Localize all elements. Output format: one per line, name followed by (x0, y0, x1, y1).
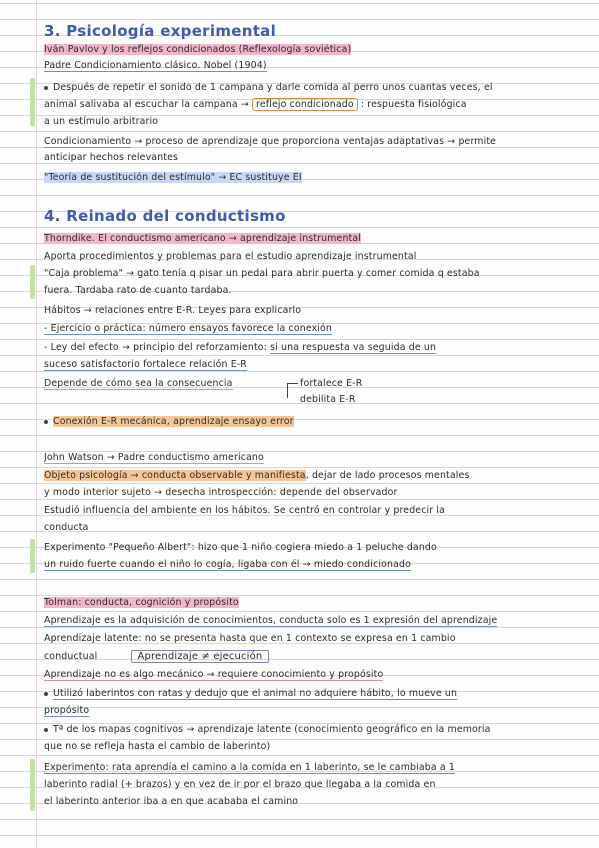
note-line: conducta (44, 522, 89, 533)
note-line: anticipar hechos relevantes (44, 152, 179, 163)
note-line: - Ley del efecto → principio del reforzamiento: si una respuesta va seguida de un (44, 342, 437, 353)
note-line: Tª de los mapas cognitivos → aprendizaje latente (conocimiento geográfico en la memoria (44, 722, 569, 738)
note-line: "Caja problema" → gato tenía q pisar un pedal para abrir puerta y comer comida q estaba (44, 268, 480, 279)
note-line: suceso satisfactorio fortalece relación E-R (44, 359, 247, 370)
green-margin-mark (30, 759, 35, 811)
note-line: fuera. Tardaba rato de cuanto tardaba. (44, 285, 232, 296)
bullet-dot (44, 692, 48, 696)
bullet-dot (44, 86, 48, 90)
note-line: Tolman: conducta, cognición y propósito (44, 597, 239, 608)
note-line: laberinto radial (+ brazos) y en vez de ir por el brazo que llegaba a la comida en (44, 779, 436, 790)
note-line: Aprendizaje latente: no se presenta hasta que en 1 contexto se expresa en 1 cambio (44, 633, 456, 644)
note-line: un ruido fuerte cuando el niño lo cogía, ligaba con él → miedo condicionado (44, 559, 411, 570)
note-line: fortalece E-R (300, 378, 363, 389)
note-line: Hábitos → relaciones entre E-R. Leyes para explicarlo (44, 305, 302, 316)
note-line: - Ejercicio o práctica: número ensayos favorece la conexión (44, 323, 333, 334)
green-margin-mark (30, 265, 35, 299)
note-line: y modo interior sujeto → desecha introspección: depende del observador (44, 487, 398, 498)
green-margin-mark (30, 78, 35, 126)
note-line: Experimento: rata aprendía el camino a la comida en 1 laberinto, se le cambiaba a 1 (44, 762, 455, 773)
note-line: Aprendizaje no es algo mecánico → requiere conocimiento y propósito (44, 669, 384, 680)
note-line: Thorndike. El conductismo americano → aprendizaje instrumental (44, 233, 362, 244)
section-4-heading: 4. Reinado del conductismo (44, 207, 286, 225)
bullet-dot (44, 728, 48, 732)
note-line: Estudió influencia del ambiente en los hábitos. Se centró en controlar y predecir la (44, 505, 446, 516)
note-line: animal salivaba al escuchar la campana → reflejo condicionado : respuesta fisiológica (44, 99, 467, 110)
note-line: Condicionamiento → proceso de aprendizaje que proporciona ventajas adaptativas → permite (44, 136, 497, 147)
note-line: debilita E-R (300, 394, 356, 405)
note-line: "Teoría de sustitución del estímulo" → EC sustituye EI (44, 172, 302, 183)
note-line: conductual Aprendizaje ≠ ejecución (44, 649, 569, 665)
reflex-boxed-term: reflejo condicionado (252, 98, 358, 111)
note-line: propósito (44, 705, 90, 716)
note-line: Iván Pavlov y los reflejos condicionados (Reflexología soviética) (44, 44, 352, 55)
note-line: Conexión E-R mecánica, aprendizaje ensayo error (44, 414, 569, 430)
note-line: John Watson → Padre conductismo americano (44, 452, 264, 463)
bullet-dot (44, 420, 48, 424)
section-3-heading: 3. Psicología experimental (44, 22, 277, 40)
note-line: Utilizó laberintos con ratas y dedujo que el animal no adquiere hábito, lo mueve un (44, 686, 569, 702)
note-line: Objeto psicología → conducta observable y manifiesta, dejar de lado procesos mentales (44, 470, 470, 481)
learning-boxed-formula: Aprendizaje ≠ ejecución (131, 650, 270, 663)
note-line: Experimento "Pequeño Albert": hizo que 1 niño cogiera miedo a 1 peluche dando (44, 542, 437, 553)
green-margin-mark (30, 539, 35, 573)
note-line: Después de repetir el sonido de 1 campana y darle comida al perro unos cuantas veces, el (44, 80, 569, 96)
branch-brace (287, 383, 298, 398)
note-line: que no se refleja hasta el cambio de laberinto) (44, 741, 271, 752)
note-line: el laberinto anterior iba a en que acababa el camino (44, 796, 299, 807)
note-line: Padre Condicionamiento clásico. Nobel (1904) (44, 60, 267, 71)
note-line: a un estímulo arbitrario (44, 116, 159, 127)
note-line: Aporta procedimientos y problemas para el estudio aprendizaje instrumental (44, 251, 417, 262)
note-line: Depende de cómo sea la consecuencia (44, 378, 233, 389)
note-line: Aprendizaje es la adquisición de conocimientos, conducta solo es 1 expresión del aprendizaje (44, 615, 498, 626)
